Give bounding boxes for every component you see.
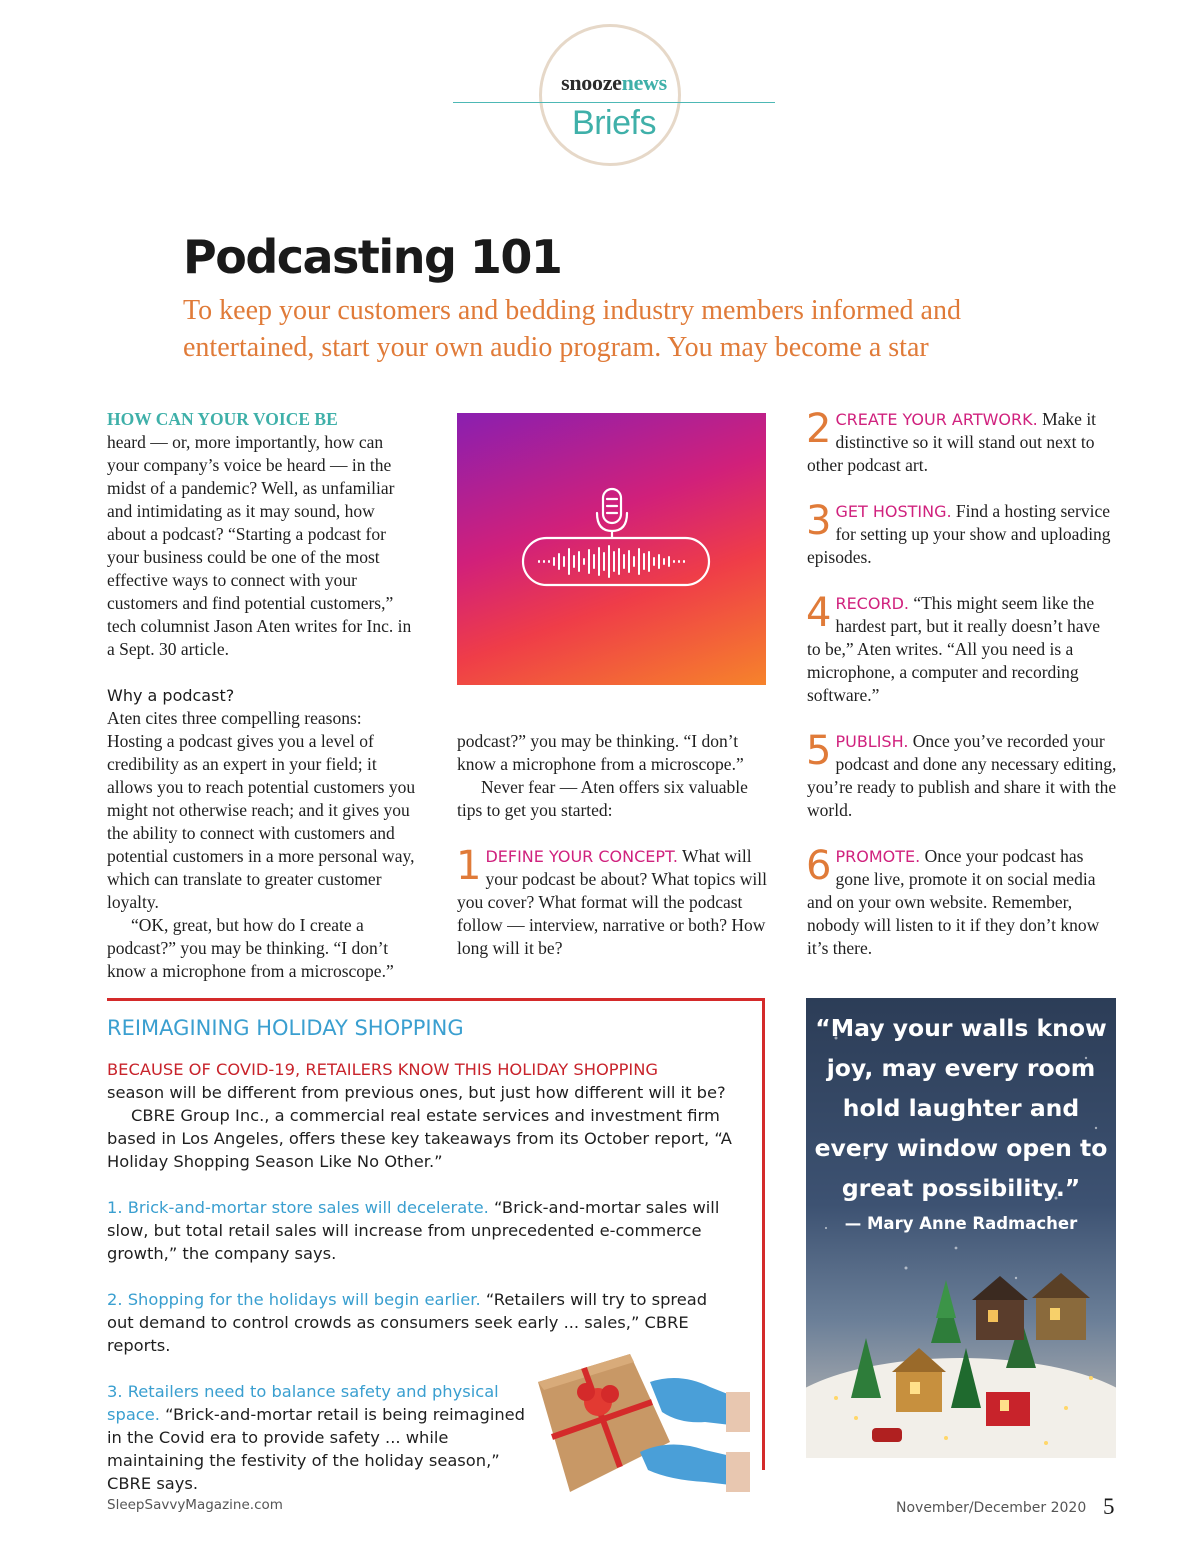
tip-1	[457, 845, 769, 960]
article-column-2	[457, 730, 769, 960]
tip-number: 3	[806, 498, 832, 544]
why-body: Aten cites three compelling reasons: Hosting a podcast gives you a level of credibility as an expert in your field; it allows you to reach potential customers you might not otherwise reach; and it gives you the ability to connect with customers and potential customers in a more personal way, which can translate to greater customer loyalty.	[107, 708, 416, 912]
tip-number: 2	[806, 406, 832, 452]
intro-text: heard — or, more importantly, how can your company’s voice be heard — in the midst of a pandemic? Well, as unfamiliar and intimidating as it may sound, how about a podcast? “Starting a podcast for your business could be one of the most effective ways to connect with your customers and find potential customers,” tech columnist Jason Aten writes for Inc. in a Sept. 30 article.	[107, 432, 412, 659]
sound-wave-icon	[539, 546, 684, 577]
takeaway-body: “Brick-and-mortar retail is being reimagined in the Covid era to provide safety ... while maintaining the festivity of the holiday season,” CBRE says.	[107, 1405, 526, 1493]
gift-box-illustration	[530, 1342, 750, 1502]
microphone-icon	[457, 413, 766, 685]
tip-6	[807, 845, 1117, 960]
cbre-paragraph: CBRE Group Inc., a commercial real estate services and investment firm based in Los Angeles, offers these key takeaways from its October report, “A Holiday Shopping Season Like No Other.”	[107, 1106, 732, 1171]
tip-body: Once your podcast has gone live, promote it on social media and on your own website. Remember, nobody will listen to it if they don’t know it’s there.	[807, 846, 1100, 958]
takeaway-body: “Brick-and-mortar sales will slow, but total retail sales will increase from unprecedented e-commerce growth,” the company says.	[107, 1198, 720, 1263]
tip-heading: PROMOTE.	[835, 847, 921, 866]
holiday-intro	[107, 1058, 732, 1104]
tip-number: 4	[806, 590, 832, 636]
quote-attribution: — Mary Anne Radmacher	[844, 1214, 1078, 1233]
takeaway-heading: 2. Shopping for the holidays will begin earlier.	[107, 1290, 481, 1309]
brand-accent: news	[621, 70, 667, 95]
takeaway-heading: 1. Brick-and-mortar store sales will decelerate.	[107, 1198, 489, 1217]
brand-logo	[453, 70, 775, 96]
article-deck: To keep your customers and bedding industry members informed and entertained, start your own audio program. You may become a star	[183, 295, 961, 363]
tip-body: Once you’ve recorded your podcast and done any necessary editing, you’re ready to publish and share it with the world.	[807, 731, 1117, 820]
tip-number: 6	[806, 843, 832, 889]
tip-body: What will your podcast be about? What topics will you cover? What format will the podcast follow — interview, narrative or both? How long will it be?	[457, 846, 768, 958]
takeaway-1	[107, 1196, 732, 1265]
lead-in: HOW CAN YOUR VOICE BE	[107, 409, 338, 429]
article-column-3	[807, 408, 1117, 960]
holiday-intro-text: season will be different from previous ones, but just how different will it be?	[107, 1083, 726, 1102]
brand-dark: snooze	[561, 70, 622, 95]
gift-box-photo	[530, 1342, 750, 1502]
footer-issue: November/December 2020	[896, 1500, 1087, 1516]
intro-paragraph	[107, 408, 417, 661]
holiday-title: REIMAGINING HOLIDAY SHOPPING	[107, 1016, 464, 1040]
ok-paragraph: “OK, great, but how do I create a podcast?” you may be thinking. “I don’t know a microphone from a microscope.”	[107, 915, 394, 981]
article-column-1	[107, 408, 417, 983]
holiday-lead-in: BECAUSE OF COVID-19, RETAILERS KNOW THIS HOLIDAY SHOPPING	[107, 1060, 658, 1079]
tip-heading: DEFINE YOUR CONCEPT.	[485, 847, 678, 866]
takeaway-3	[107, 1380, 527, 1495]
page-number: 5	[1103, 1494, 1115, 1519]
footer-website: SleepSavvyMagazine.com	[107, 1497, 283, 1513]
ok-continued: podcast?” you may be thinking. “I don’t know a microphone from a microscope.”	[457, 731, 744, 774]
tip-3	[807, 500, 1117, 569]
takeaway-heading: 3. Retailers need to balance safety and physical space.	[107, 1382, 499, 1424]
podcast-image	[457, 413, 766, 685]
quote-panel	[806, 998, 1116, 1458]
tip-5	[807, 730, 1117, 822]
quote-text: “May your walls know joy, may every room hold laughter and every window open to great possibility.”	[814, 1014, 1108, 1202]
tip-heading: GET HOSTING.	[835, 502, 952, 521]
article-headline: Podcasting 101	[183, 230, 562, 284]
never-fear-paragraph: Never fear — Aten offers six valuable tips to get you started:	[457, 777, 748, 820]
masthead-rule	[453, 102, 775, 103]
tip-body: Make it distinctive so it will stand out next to other podcast art.	[807, 409, 1097, 475]
tip-2	[807, 408, 1117, 477]
takeaway-body: “Retailers will try to spread out demand to control crowds as consumers seek early ... sales,” CBRE reports.	[107, 1290, 708, 1355]
tip-4	[807, 592, 1117, 707]
section-title: Briefs	[572, 104, 656, 142]
tip-heading: PUBLISH.	[835, 732, 909, 751]
tip-number: 1	[456, 843, 482, 889]
tip-heading: RECORD.	[835, 594, 909, 613]
tip-body: “This might seem like the hardest part, but it really doesn’t have to be,” Aten writes. “All you need is a microphone, a computer and recording software.”	[807, 593, 1100, 705]
tip-body: Find a hosting service for setting up your show and uploading episodes.	[807, 501, 1111, 567]
why-subhead: Why a podcast?	[107, 686, 235, 705]
tip-number: 5	[806, 728, 832, 774]
tip-heading: CREATE YOUR ARTWORK.	[835, 410, 1038, 429]
